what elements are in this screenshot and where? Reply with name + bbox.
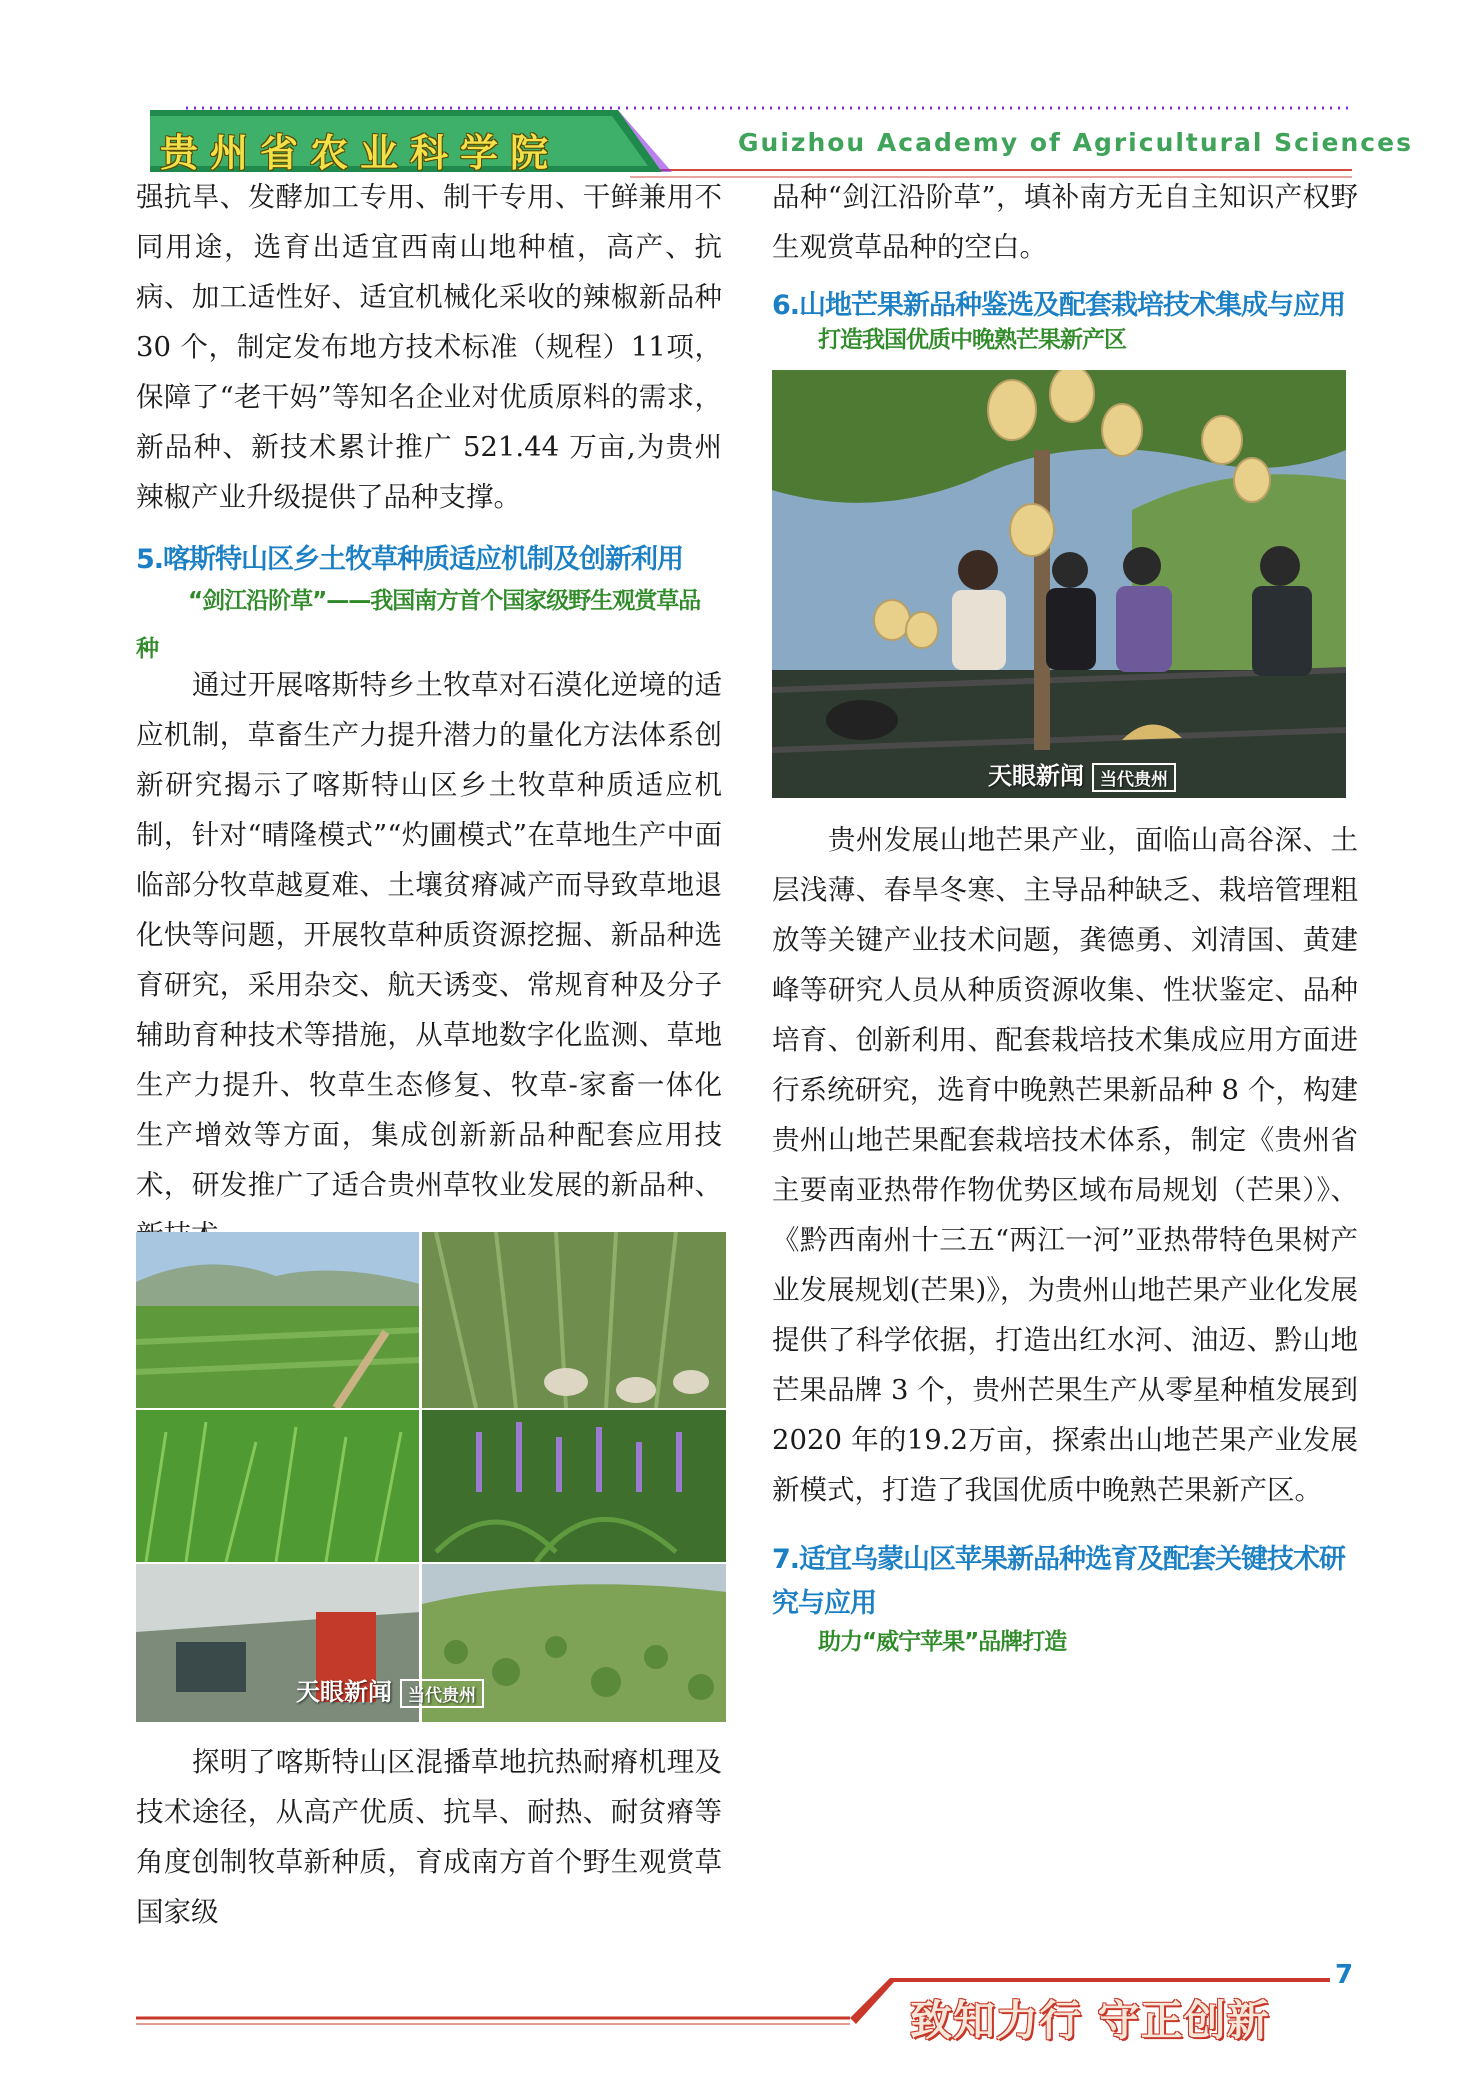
watermark-box: 当代贵州 xyxy=(400,1679,484,1708)
mango-photo-illustration xyxy=(772,370,1346,798)
pasture-photo-collage xyxy=(136,1232,726,1722)
page-header xyxy=(0,0,1481,190)
footer-motto: 致知力行 守正创新 xyxy=(910,1996,1270,2045)
mango-photo-watermark xyxy=(988,756,1176,792)
section-5-subheading: “剑江沿阶草”——我国南方首个国家级野生观赏草品种 xyxy=(136,588,701,662)
watermark-text: 天眼新闻 xyxy=(296,1678,392,1706)
watermark-box: 当代贵州 xyxy=(1092,763,1176,792)
header-title-cn: 贵州省农业科学院 xyxy=(160,131,561,175)
section-7-heading: 7.适宜乌蒙山区苹果新品种选育及配套关键技术研究与应用 xyxy=(772,1544,1346,1619)
section-6-heading: 6.山地芒果新品种鉴选及配套栽培技术集成与应用 xyxy=(772,290,1346,321)
watermark-text: 天眼新闻 xyxy=(988,762,1084,790)
right-paragraph-2: 贵州发展山地芒果产业，面临山高谷深、土层浅薄、春旱冬寒、主导品种缺乏、栽培管理粗放等关键产业技术问题，龚德勇、刘清国、黄建峰等研究人员从种质资源收集、性状鉴定、品种培育、创新利用、配套栽培技术集成应用方面进行系统研究，选育中晚熟芒果新品种 8 个，构建贵州山地芒果配套栽培技术体系，制定《贵州省主要南亚热带作物优势区域布局规划（芒果）》、《黔西南州十三五“两江一河”亚热带特色果树产业发展规划(芒果)》，为贵州山地芒果产业化发展提供了科学依据，打造出红水河、油迈、黔山地芒果品牌 3 个，贵州芒果生产从零星种植发展到 2020 年的19.2万亩，探索出山地芒果产业发展新模式，打造了我国优质中晚熟芒果新产区。 xyxy=(772,824,1358,1506)
left-paragraph-3: 探明了喀斯特山区混播草地抗热耐瘠机理及技术途径，从高产优质、抗旱、耐热、耐贫瘠等角度创制牧草新种质，育成南方首个野生观赏草国家级 xyxy=(136,1746,722,1928)
section-5-heading: 5.喀斯特山区乡土牧草种质适应机制及创新利用 xyxy=(136,544,684,575)
left-paragraph-1: 强抗旱、发酵加工专用、制干专用、干鲜兼用不同用途，选育出适宜西南山地种植，高产、抗病、加工适性好、适宜机械化采收的辣椒新品种 30 个，制定发布地方技术标准（规程）11项，保障了“老干妈”等知名企业对优质原料的需求，新品种、新技术累计推广 521.44 万亩,为贵州辣椒产业升级提供了品种支撑。 xyxy=(136,181,722,513)
left-paragraph-2: 通过开展喀斯特乡土牧草对石漠化逆境的适应机制，草畜生产力提升潜力的量化方法体系创新研究揭示了喀斯特山区乡土牧草种质适应机制，针对“晴隆模式”“灼圃模式”在草地生产中面临部分牧草越夏难、土壤贫瘠减产而导致草地退化快等问题，开展牧草种质资源挖掘、新品种选育研究，采用杂交、航天诱变、常规育种及分子辅助育种技术等措施，从草地数字化监测、草地生产力提升、牧草生态修复、牧草-家畜一体化生产增效等方面，集成创新新品种配套应用技术，研发推广了适合贵州草牧业发展的新品种、 xyxy=(136,669,722,1201)
mango-orchard-photo xyxy=(772,370,1346,798)
section-7-subheading: 助力“威宁苹果”品牌打造 xyxy=(818,1629,1067,1655)
right-paragraph-1: 品种“剑江沿阶草”，填补南方无自主知识产权野生观赏草品种的空白。 xyxy=(772,181,1358,263)
pasture-photo-watermark xyxy=(296,1672,484,1708)
section-6-subheading: 打造我国优质中晚熟芒果新产区 xyxy=(818,327,1126,353)
pasture-collage-illustration xyxy=(136,1232,726,1722)
header-title-en: Guizhou Academy of Agricultural Sciences xyxy=(738,128,1413,157)
page-number: 7 xyxy=(1335,1960,1354,1990)
